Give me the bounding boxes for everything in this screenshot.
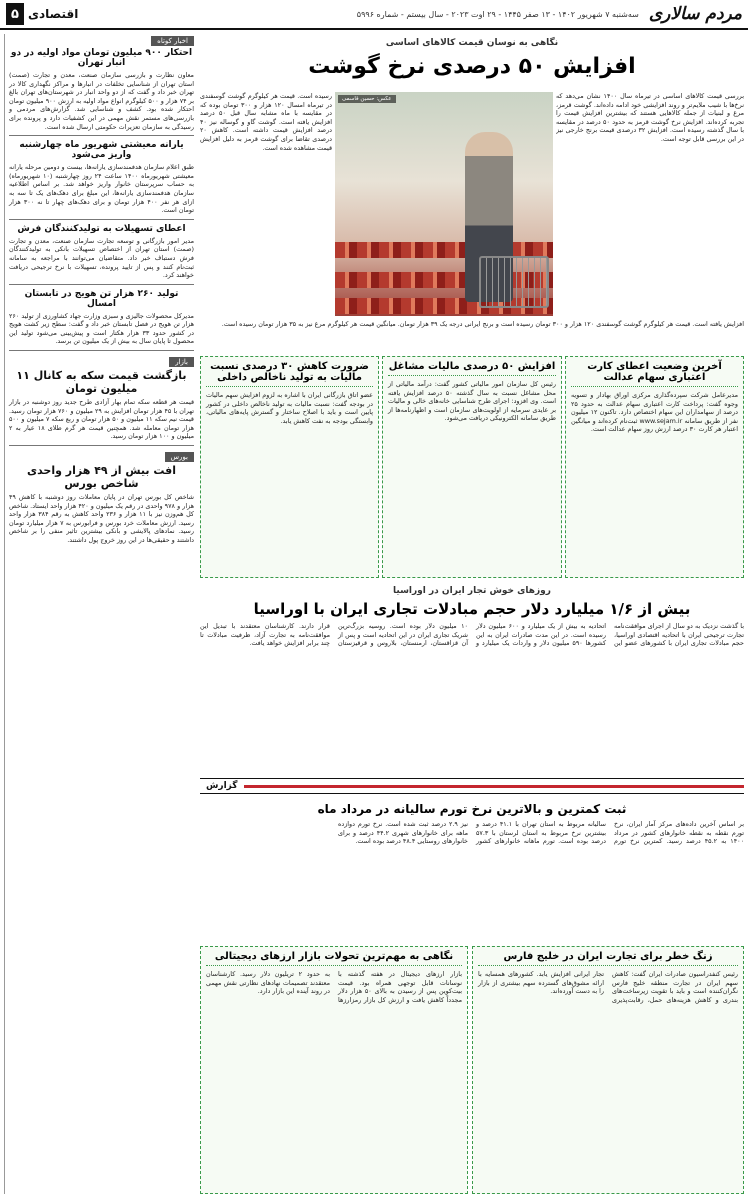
sidebar-label: بازار — [169, 357, 194, 367]
feature-title: افزایش ۵۰ درصدی نرخ گوشت — [308, 54, 636, 79]
report-label: گزارش — [200, 781, 244, 791]
article-title: ضرورت کاهش ۳۰ درصدی نسبت مالیات به تولید ناخالص داخلی — [206, 361, 373, 387]
sidebar-article-title: تولید ۲۶۰ هزار تن هویج در تابستان امسال — [24, 288, 179, 309]
feature-kicker: نگاهی به نوسان قیمت کالاهای اساسی — [385, 38, 559, 48]
article-box — [200, 356, 379, 578]
sidebar-article-title: اعطای تسهیلات به تولیدکنندگان فرش — [17, 223, 186, 234]
masthead — [0, 0, 748, 30]
sidebar-label: بورس — [165, 452, 195, 462]
article-title: زنگ خطر برای تجارت ایران در خلیج فارس — [478, 951, 738, 966]
sidebar-article-title: احتکار ۹۰۰ میلیون تومان مواد اولیه در دو انبار تهران — [10, 48, 193, 68]
divider — [9, 284, 194, 285]
sidebar-label: اخبار کوتاه — [151, 36, 194, 46]
report-bar — [200, 778, 744, 794]
sidebar-article-body: معاون نظارت و بازرسی سازمان صنعت، معدن و تجارت (صمت) استان تهران از شناسایی تخلفات در انبارها و مراکز نگهداری کالا در تهران خبر داد و گفت که از دو واحد انبار در شهرستان‌های تهران بالغ بر ۷۴ هزار و ۵۰۰ کیلوگرم انواع مواد اولیه به ارزش ۹۰۰ میلیون تومان احتکار شده بود. کشف و شناسایی شد. گزارش‌های مردمی و بازرسی‌های مستمر نقش مهمی در این کشفیات دارد و پرونده برای رسیدگی به سازمان تعزیرات حکومتی ارسال شده است. — [9, 71, 194, 131]
article-title: نگاهی به مهم‌ترین تحولات بازار ارزهای دیجیتالی — [206, 951, 462, 966]
page-number: ۵ — [6, 3, 24, 25]
section-name: اقتصادی — [28, 7, 79, 21]
trade-kicker: روزهای خوش تجار ایران در اوراسیا — [393, 586, 551, 596]
report-bar-rule — [244, 785, 744, 788]
article-box — [565, 356, 744, 578]
article-body: عضو اتاق بازرگانی ایران با اشاره به لزوم افزایش سهم مالیات در بودجه گفت: نسبت مالیات به تولید ناخالص داخلی در کشور پایین است و باید با اصلاح ساختار و گسترش پایه‌های مالیاتی، وابستگی بودجه به نفت کاهش یابد. — [206, 391, 373, 425]
sidebar-article-body: طبق اعلام سازمان هدفمندسازی یارانه‌ها، بیست و دومین مرحله یارانه معیشتی شهریورماه ۱۴۰۰ ساعت ۲۴ روز چهارشنبه (۱۰ شهریورماه) به حساب سرپرستان خانوار واریز خواهد شد. بر اساس اطلاعیه سازمان هدفمندسازی یارانه‌ها، این مبلغ برای دهک‌های یک تا سه به ازای هر نفر ۴۰۰ هزار تومان و برای دهک‌های چهار تا نه ۳۰۰ هزار تومان است. — [9, 163, 194, 215]
sidebar-article-body: شاخص کل بورس تهران در پایان معاملات روز دوشنبه با کاهش ۴۹ هزار و ۹۷۸ واحدی در رقم یک میلیون و ۴۲۰ هزار واحد ایستاد. شاخص کل هم‌وزن نیز با ۱۱ هزار و ۲۳۶ واحد کاهش به رقم ۳۸۴ هزار واحد رسید. ارزش معاملات خرد بورس و فرابورس به ۷ هزار میلیارد تومان رسید. نمادهای پالایشی و بانکی بیشترین تاثیر منفی را بر شاخص داشتند و حقیقی‌ها در این روز خروج پول داشتند. — [9, 493, 194, 544]
divider — [9, 135, 194, 136]
report-title: ثبت کمترین و بالاترین نرخ تورم سالیانه در مرداد ماه — [317, 802, 627, 816]
article-body: بازار ارزهای دیجیتال در هفته گذشته با نوسانات قابل توجهی همراه بود. قیمت بیت‌کوین پس از رسیدن به بالای ۵۰ هزار دلار مجدداً کاهش یافت و ارزش کل بازار رمزارزها به حدود ۲ تریلیون دلار رسید. کارشناسان معتقدند تصمیمات نهادهای نظارتی نقش مهمی در روند آینده این بازار دارد. — [206, 970, 462, 1004]
feature-body-right: بررسی قیمت کالاهای اساسی در تیرماه سال ۱۴۰۰ نشان می‌دهد که نرخ‌ها با شیب ملایم‌تر و روند افزایشی خود ادامه داده‌اند. گوشت قرمز، مرغ و لبنیات از جمله کالاهایی هستند که بیشترین افزایش قیمت را تجربه کرده‌اند. افزایش نرخ گوشت قرمز به حدود ۵۰ درصد در مقایسه با سال گذشته رسیده است. افزایش ۳۲ درصدی قیمت برنج خارجی نیز در این بررسی قابل توجه است. — [556, 92, 744, 143]
issue-line: سه‌شنبه ۷ شهریور ۱۴۰۲ - ۱۳ صفر ۱۴۴۵ - ۲۹ اوت ۲۰۲۳ - سال بیستم - شماره ۵۹۹۶ — [356, 9, 639, 19]
feature-body-bottom: افزایش یافته است. قیمت هر کیلوگرم گوشت گوسفندی ۱۲۰ هزار و ۳۰۰ تومان رسیده است و برنج ایرانی درجه یک ۳۹ هزار تومان. میانگین قیمت هر کیلوگرم مرغ نیز به ۳۵ هزار تومان رسیده است. — [221, 320, 744, 328]
article-title: آخرین وضعیت اعطای کارت اعتباری سهام عدالت — [571, 361, 738, 387]
article-body: مدیرعامل شرکت سپرده‌گذاری مرکزی اوراق بهادار و تسویه وجوه گفت: پرداخت کارت اعتباری سهام عدالت به حدود ۲۵ درصد از سهامداران این سهام اختصاص دارد. تاکنون ۱۲ میلیون نفر از طریق سامانه www.sejam.ir ثبت‌نام کرده‌اند و میانگین اعتبار هر کارت ۳۰ درصد ارزش روز سهام عدالت است. — [571, 391, 739, 434]
feature-body-mid: رسیده است. قیمت هر کیلوگرم گوشت گوسفندی در تیرماه امسال ۱۲۰ هزار و ۳۰۰ تومان بوده که در مقایسه با ماه مشابه سال قبل ۵۰ درصد افزایش یافته است. گوشت گاو و گوساله نیز ۴۰ درصد افزایش قیمت داشته است. کاهش ۲۰ درصدی تقاضا برای گوشت قرمز به دلیل افزایش قیمت مشاهده شده است. — [200, 92, 332, 152]
sidebar-article-body: مدیر امور بازرگانی و توسعه تجارت سازمان صنعت، معدن و تجارت (صمت) استان تهران از اختصاص تسهیلات بانکی به تولیدکنندگان فرش دستباف خبر داد. متقاضیان می‌توانند با مراجعه به سامانه ثبت‌نام کنند و پس از تایید پرونده، تسهیلات با نرخ ترجیحی دریافت خواهند کرد. — [9, 236, 194, 280]
article-box — [382, 356, 562, 578]
article-box — [472, 946, 744, 1194]
news-sidebar — [4, 34, 194, 1194]
sidebar-article-title: یارانه معیشتی شهریور ماه چهارشنبه واریز می‌شود — [19, 140, 184, 161]
report-body: بر اساس آخرین داده‌های مرکز آمار ایران، نرخ تورم نقطه به نقطه خانوارهای کشور در مرداد ۱۴۰۰ به ۴۵.۲ درصد رسید. کمترین نرخ تورم سالیانه مربوط به استان تهران با ۴۱.۱ درصد و بیشترین نرخ مربوط به استان لرستان با ۵۷.۳ درصد بوده است. تورم ماهانه خانوارهای کشور نیز ۲.۹ درصد ثبت شده است. نرخ تورم دوازده ماهه برای خانوارهای شهری ۴۴.۲ درصد و برای خانوارهای روستایی ۴۸.۴ درصد بوده است. — [338, 820, 744, 846]
trade-body: با گذشت نزدیک به دو سال از اجرای موافقت‌نامه تجارت ترجیحی ایران با اتحادیه اقتصادی اوراسیا، حجم مبادلات تجاری ایران با کشورهای عضو این اتحادیه به بیش از یک میلیارد و ۶۰۰ میلیون دلار رسیده است. در این مدت صادرات ایران به این کشورها ۵۹۰ میلیون دلار و واردات یک میلیارد و ۱۰ میلیون دلار بوده است. روسیه بزرگ‌ترین شریک تجاری ایران در این اتحادیه است و پس از آن قزاقستان، ارمنستان، بلاروس و قرقیزستان قرار دارند. کارشناسان معتقدند با تبدیل این موافقت‌نامه به تجارت آزاد، ظرفیت مبادلات تا چند برابر افزایش خواهد یافت. — [200, 622, 744, 648]
divider — [9, 445, 194, 446]
newspaper-brand: مردم سالاری — [648, 4, 742, 24]
photo-credit: عکس: حسین قاسمی — [338, 95, 396, 103]
trade-title: بیش از ۱/۶ میلیارد دلار حجم مبادلات تجاری ایران با اوراسیا — [253, 600, 691, 618]
article-box — [200, 946, 468, 1194]
feature-photo — [335, 92, 553, 316]
sidebar-article-body: قیمت هر قطعه سکه تمام بهار آزادی طرح جدید روز دوشنبه در بازار تهران با ۴۵ هزار تومان افزایش به ۲۹ میلیون و ۷۶۰ هزار تومان رسید. قیمت نیم سکه ۱۱ میلیون و ۵۰ هزار تومان و ربع سکه ۷ میلیون و ۵۰۰ هزار تومان معامله شد. همچنین قیمت هر گرم طلای ۱۸ عیار به ۲ میلیون و ۱۰۰ هزار تومان رسید. — [9, 398, 194, 441]
article-body: رئیس کل سازمان امور مالیاتی کشور گفت: درآمد مالیاتی از محل مشاغل نسبت به سال گذشته ۵۰ درصد افزایش یافته است. وی افزود: اجرای طرح شناسایی خانه‌های خالی و مالیات بر عایدی سرمایه از اولویت‌های سازمان است و اظهارنامه‌ها از طریق سامانه الکترونیکی دریافت می‌شود. — [388, 380, 556, 423]
sidebar-article-title: افت بیش از ۴۹ هزار واحدی شاخص بورس — [26, 464, 177, 491]
sidebar-article-body: مدیرکل محصولات جالیزی و سبزی وزارت جهاد کشاورزی از تولید ۲۶۰ هزار تن هویج در فصل تابستان خبر داد و گفت: سطح زیر کشت هویج در کشور حدود ۳۳ هزار هکتار است و پیش‌بینی می‌شود تولید این محصول تا پایان سال به بیش از یک میلیون تن برسد. — [9, 311, 194, 346]
sidebar-article-title: بازگشت قیمت سکه به کانال ۱۱ میلیون تومان — [16, 369, 187, 396]
divider — [9, 350, 194, 351]
shopping-cart-icon — [479, 256, 549, 308]
section-tab — [6, 3, 78, 25]
article-title: افزایش ۵۰ درصدی مالیات مشاغل — [388, 361, 556, 376]
article-body: رئیس کنفدراسیون صادرات ایران گفت: کاهش سهم ایران در تجارت منطقه خلیج فارس نگران‌کننده است و باید با تقویت زیرساخت‌های بندری و کاهش هزینه‌های حمل، رقابت‌پذیری تجار ایرانی افزایش یابد. کشورهای همسایه با ارائه مشوق‌های گسترده سهم بیشتری از بازار را به دست آورده‌اند. — [478, 970, 738, 1004]
divider — [9, 219, 194, 220]
